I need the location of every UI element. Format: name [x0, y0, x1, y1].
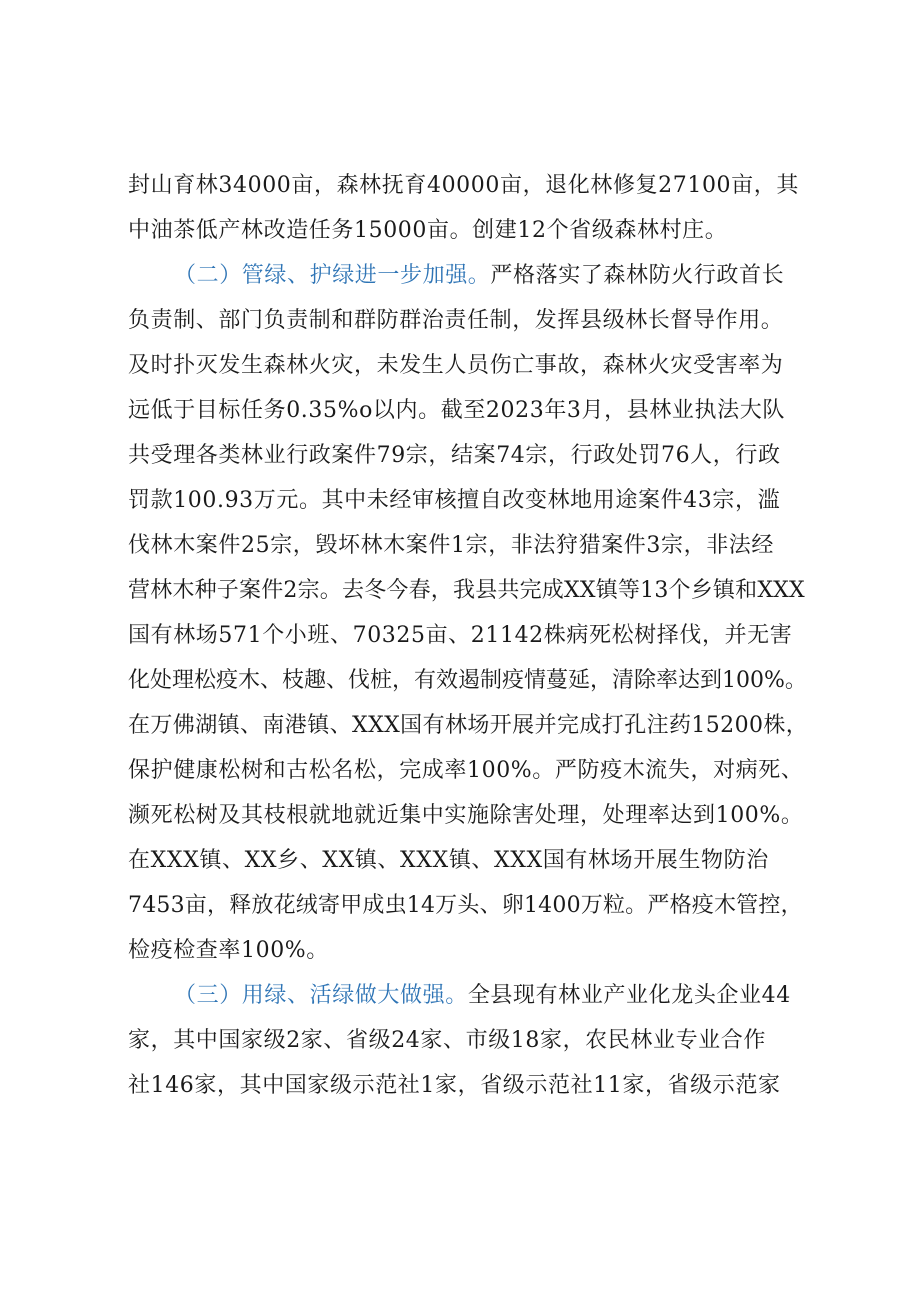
text-line-11: 国有林场571个小班、70325亩、21142株病死松树择伐，并无害 — [128, 623, 793, 648]
paragraph-2-first-line — [174, 261, 814, 291]
text-line-16: 在XXX镇、XX乡、XX镇、XXX镇、XXX国有林场开展生物防治 — [128, 848, 769, 873]
text-line-21: 社146家，其中国家级示范社1家，省级示范社11家，省级示范家 — [128, 1073, 781, 1098]
text-line-7: 共受理各类林业行政案件79宗，结案74宗，行政处罚76人，行政 — [128, 443, 781, 468]
text-line-12: 化处理松疫木、枝趣、伐桩，有效遏制疫情蔓延，清除率达到100%。 — [128, 668, 807, 693]
section-heading-3: （三）用绿、活绿做大做强。 — [174, 983, 468, 1008]
text-line-15: 濒死松树及其枝根就地就近集中实施除害处理，处理率达到100%。 — [128, 803, 804, 828]
text-line-9: 伐林木案件25宗，毁坏林木案件1宗，非法狩猎案件3宗，非法经 — [128, 533, 774, 558]
text-line-4: 负责制、部门负责制和群防群治责任制，发挥县级林长督导作用。 — [128, 308, 784, 333]
text-line-20: 家，其中国家级2家、省级24家、市级18家，农民林业专业合作 — [128, 1028, 766, 1053]
text-line-13: 在万佛湖镇、南港镇、XXX国有林场开展并完成打孔注药15200株， — [128, 713, 809, 738]
text-line-2: 中油茶低产林改造任务15000亩。创建12个省级森林村庄。 — [128, 218, 728, 243]
paragraph-3-first-line — [174, 981, 814, 1011]
text-line-6: 远低于目标任务0.35%o以内。截至2023年3月，县林业执法大队 — [128, 398, 785, 423]
text-line-18: 检疫检查率100%。 — [128, 938, 329, 963]
text-line-8: 罚款100.93万元。其中未经审核擅自改变林地用途案件43宗，滥 — [128, 488, 781, 513]
section-heading-2: （二）管绿、护绿进一步加强。 — [174, 263, 491, 288]
paragraph-2-lead-text: 严格落实了森林防火行政首长 — [490, 263, 785, 288]
text-line-5: 及时扑灭发生森林火灾，未发生人员伤亡事故，森林火灾受害率为 — [128, 353, 784, 378]
paragraph-3-lead-text: 全县现有林业产业化龙头企业44 — [467, 983, 791, 1008]
text-line-10: 营林木种子案件2宗。去冬今春，我县共完成XX镇等13个乡镇和XXX — [128, 578, 805, 603]
text-line-17: 7453亩，释放花绒寄甲成虫14万头、卵1400万粒。严格疫木管控， — [128, 893, 803, 918]
text-line-1: 封山育林34000亩，森林抚育40000亩，退化林修复27100亩，其 — [128, 173, 799, 198]
text-line-14: 保护健康松树和古松名松，完成率100%。严防疫木流失，对病死、 — [128, 758, 804, 783]
